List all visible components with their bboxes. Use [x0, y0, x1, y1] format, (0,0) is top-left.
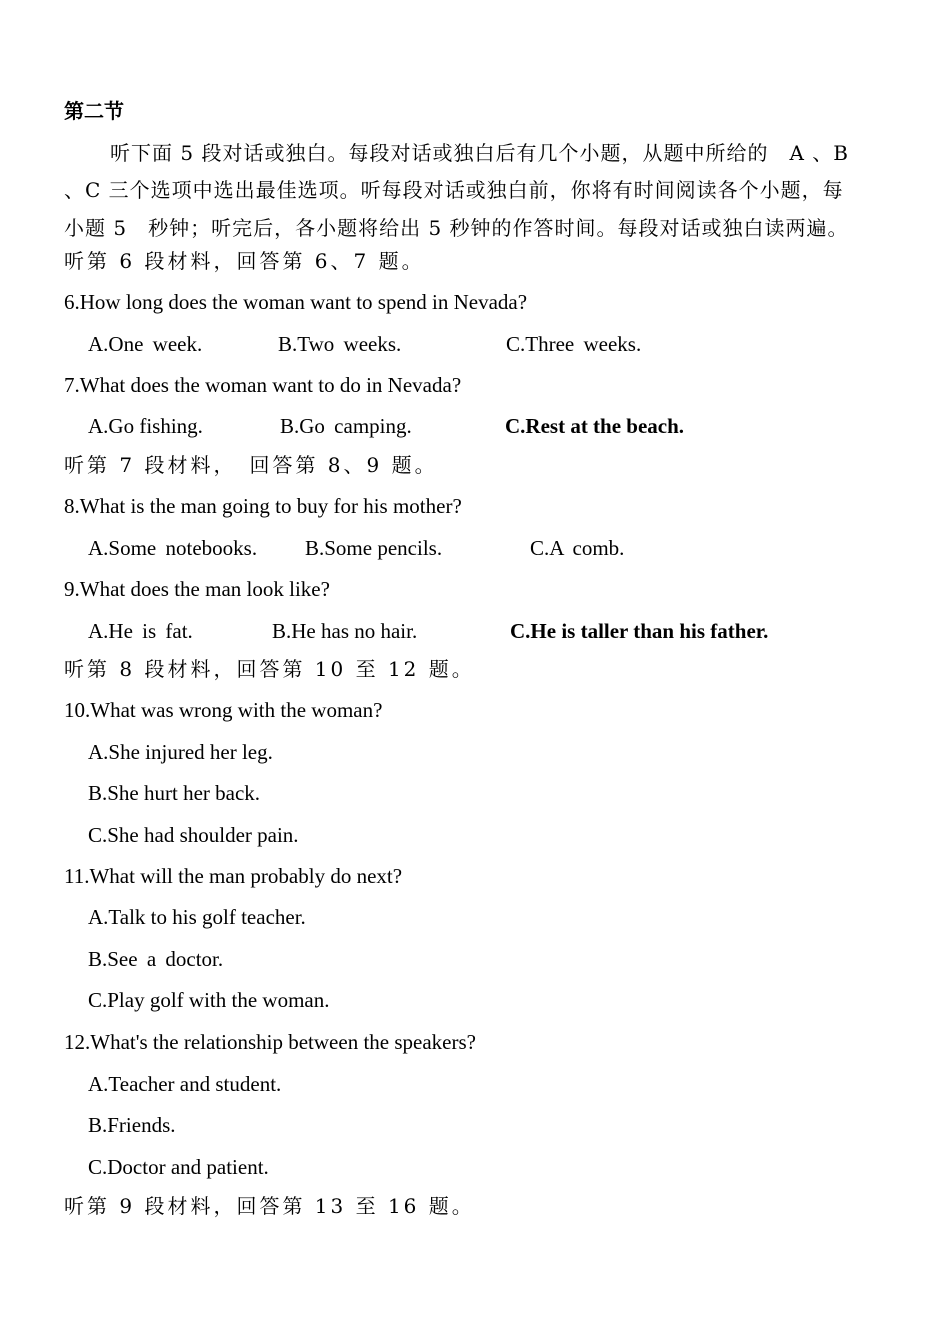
- instructions-line-3: 小题 5 秒钟；听完后，各小题将给出 5 秒钟的作答时间。每段对话或独白读两遍。: [64, 216, 849, 240]
- section-heading-8: 听第 8 段材料，回答第 10 至 12 题。: [64, 657, 475, 681]
- question-12-option-a[interactable]: A.Teacher and student.: [88, 1072, 282, 1096]
- section-heading-7: 听第 7 段材料， 回答第 8、9 题。: [64, 453, 438, 477]
- question-10-option-c[interactable]: C.She had shoulder pain.: [88, 823, 299, 847]
- instructions-line-1: 听下面 5 段对话或独白。每段对话或独白后有几个小题，从题中所给的 A 、B: [110, 141, 849, 165]
- question-6-option-a[interactable]: A.One week.: [88, 332, 203, 356]
- question-9-option-c[interactable]: C.He is taller than his father.: [510, 619, 769, 643]
- question-10-stem: 10.What was wrong with the woman?: [64, 698, 383, 722]
- question-7-stem: 7.What does the woman want to do in Nevada?: [64, 373, 462, 397]
- question-10-option-a[interactable]: A.She injured her leg.: [88, 740, 273, 764]
- question-12-option-c[interactable]: C.Doctor and patient.: [88, 1155, 269, 1179]
- question-12-stem: 12.What's the relationship between the speakers?: [64, 1030, 476, 1054]
- question-7-option-a[interactable]: A.Go fishing.: [88, 414, 203, 438]
- question-10-option-b[interactable]: B.She hurt her back.: [88, 781, 261, 805]
- question-7-option-c[interactable]: C.Rest at the beach.: [505, 414, 685, 438]
- question-12-option-b[interactable]: B.Friends.: [88, 1113, 176, 1137]
- question-11-option-b[interactable]: B.See a doctor.: [88, 947, 224, 971]
- section-title: 第二节: [64, 99, 124, 123]
- question-7-option-b[interactable]: B.Go camping.: [280, 414, 412, 438]
- question-6-option-b[interactable]: B.Two weeks.: [278, 332, 402, 356]
- question-11-option-c[interactable]: C.Play golf with the woman.: [88, 988, 330, 1012]
- question-9-stem: 9.What does the man look like?: [64, 577, 330, 601]
- question-8-stem: 8.What is the man going to buy for his mother?: [64, 494, 462, 518]
- section-heading-6: 听第 6 段材料，回答第 6、7 题。: [64, 249, 425, 273]
- question-9-option-b[interactable]: B.He has no hair.: [272, 619, 418, 643]
- question-8-option-c[interactable]: C.A comb.: [530, 536, 625, 560]
- instructions-line-2: 、C 三个选项中选出最佳选项。听每段对话或独白前，你将有时间阅读各个小题，每: [64, 178, 844, 202]
- question-8-option-a[interactable]: A.Some notebooks.: [88, 536, 258, 560]
- question-6-option-c[interactable]: C.Three weeks.: [506, 332, 642, 356]
- question-6-stem: 6.How long does the woman want to spend in Nevada?: [64, 290, 528, 314]
- question-9-option-a[interactable]: A.He is fat.: [88, 619, 193, 643]
- question-11-stem: 11.What will the man probably do next?: [64, 864, 403, 888]
- question-8-option-b[interactable]: B.Some pencils.: [305, 536, 443, 560]
- section-heading-9: 听第 9 段材料，回答第 13 至 16 题。: [64, 1194, 475, 1218]
- question-11-option-a[interactable]: A.Talk to his golf teacher.: [88, 905, 306, 929]
